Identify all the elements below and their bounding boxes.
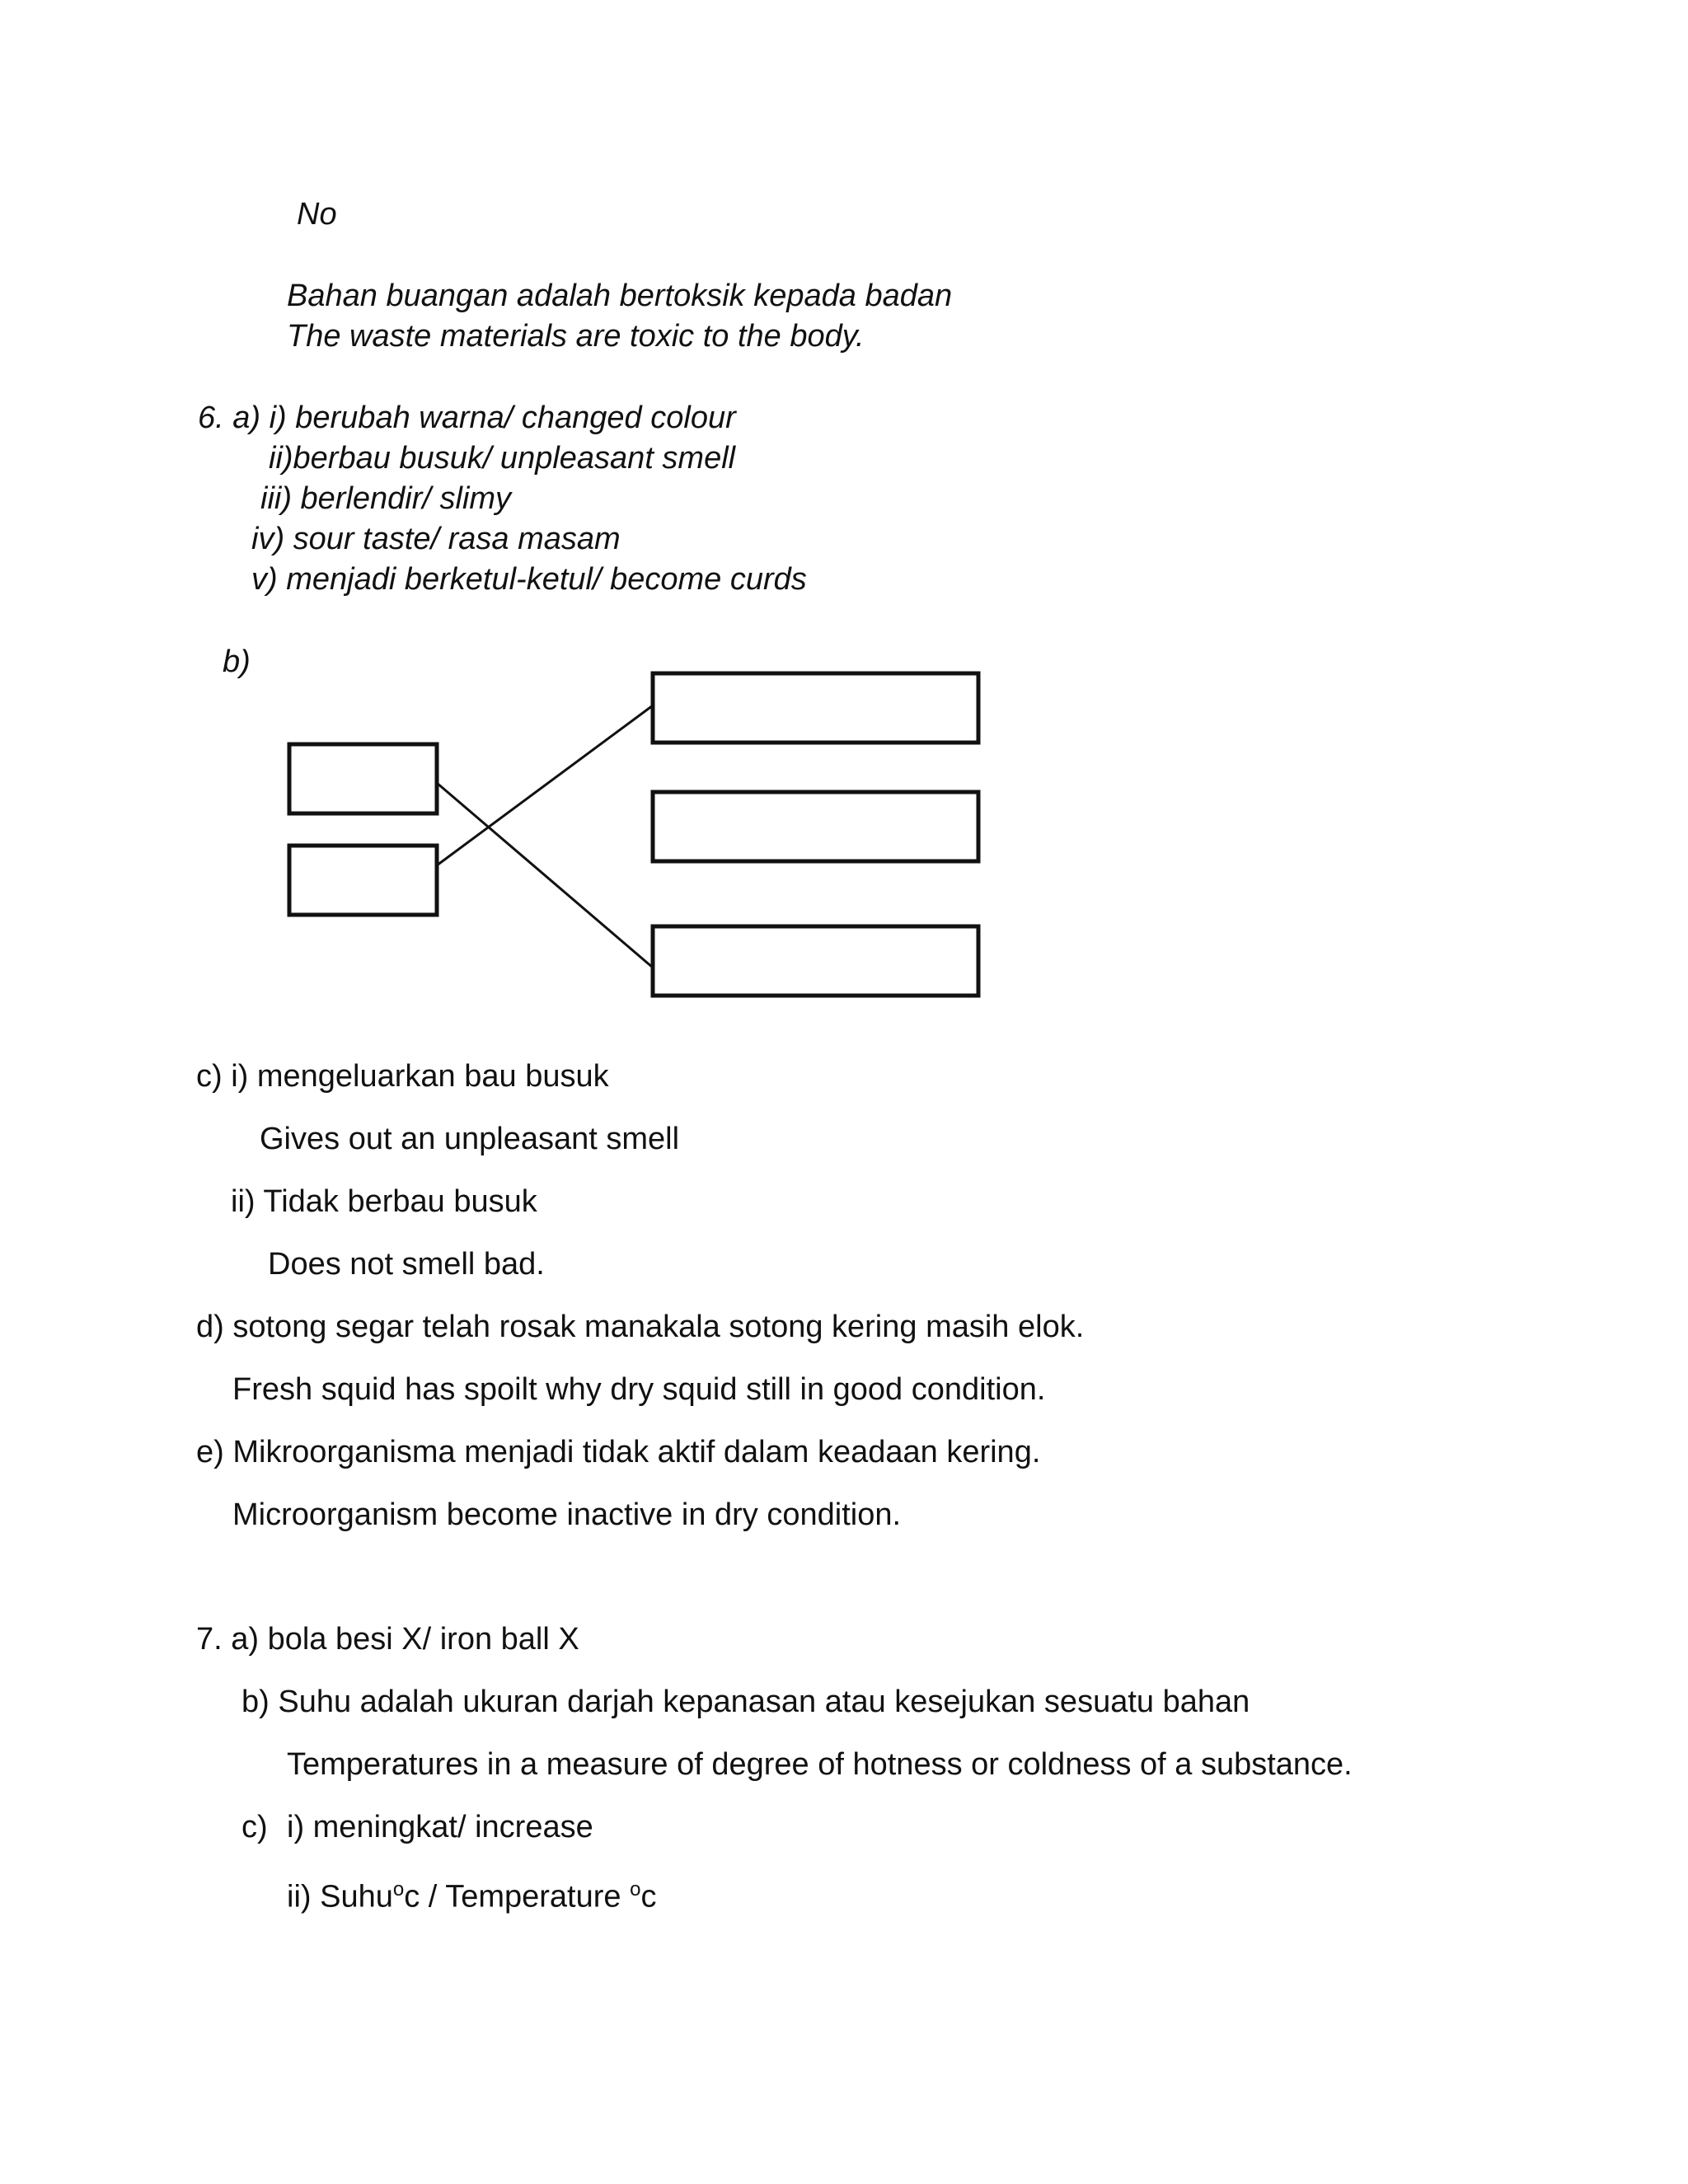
answer-no: No	[297, 197, 337, 232]
right-box-middle	[653, 792, 978, 861]
q7a-answer: 7. a) bola besi X/ iron ball X	[196, 1622, 579, 1657]
q6e-english: Microorganism become inactive in dry condition.	[232, 1497, 902, 1532]
q6b-label: b)	[223, 644, 251, 679]
q7b-english: Temperatures in a measure of degree of hotness or coldness of a substance.	[287, 1747, 1353, 1782]
q6a-item-1: 6. a) i) berubah warna/ changed colour	[198, 401, 736, 435]
q6c-ii-english: Does not smell bad.	[268, 1247, 545, 1282]
q7c-ii	[287, 1871, 656, 1916]
q7c-ii-prefix: ii) Suhu	[287, 1879, 393, 1915]
q6a-item-2: ii)berbau busuk/ unpleasant smell	[269, 441, 736, 476]
connector-top-to-bottom	[437, 783, 653, 968]
q6d-malay: d) sotong segar telah rosak manakala sotong kering masih elok.	[196, 1310, 1085, 1344]
q7b-malay: b) Suhu adalah ukuran darjah kepanasan atau kesejukan sesuatu bahan	[241, 1685, 1250, 1719]
q6c-i-malay: c) i) mengeluarkan bau busuk	[196, 1059, 609, 1094]
connector-bottom-to-top	[437, 705, 653, 865]
degree-symbol-2: o	[630, 1878, 641, 1900]
q6c-i-english: Gives out an unpleasant smell	[260, 1122, 680, 1156]
q6c-ii-malay: ii) Tidak berbau busuk	[231, 1184, 537, 1219]
degree-symbol-1: o	[392, 1878, 405, 1900]
q7c-label: c)	[241, 1810, 268, 1844]
q6a-item-5: v) menjadi berketul-ketul/ become curds	[251, 562, 807, 597]
q6a-item-4: iv) sour taste/ rasa masam	[251, 522, 621, 556]
q6a-item-3: iii) berlendir/ slimy	[260, 481, 512, 516]
q7c-ii-suffix: c	[640, 1879, 657, 1915]
reason-english: The waste materials are toxic to the body.	[287, 319, 865, 354]
reason-malay: Bahan buangan adalah bertoksik kepada badan	[287, 279, 953, 313]
left-box-bottom	[289, 846, 437, 915]
left-box-top	[289, 744, 437, 813]
right-box-top	[653, 673, 978, 743]
q7c-ii-middle: c / Temperature	[404, 1879, 631, 1915]
right-box-bottom	[653, 926, 978, 996]
q6e-malay: e) Mikroorganisma menjadi tidak aktif dalam keadaan kering.	[196, 1435, 1041, 1469]
q7c-i: i) meningkat/ increase	[287, 1810, 593, 1844]
q6d-english: Fresh squid has spoilt why dry squid still in good condition.	[232, 1372, 1046, 1407]
